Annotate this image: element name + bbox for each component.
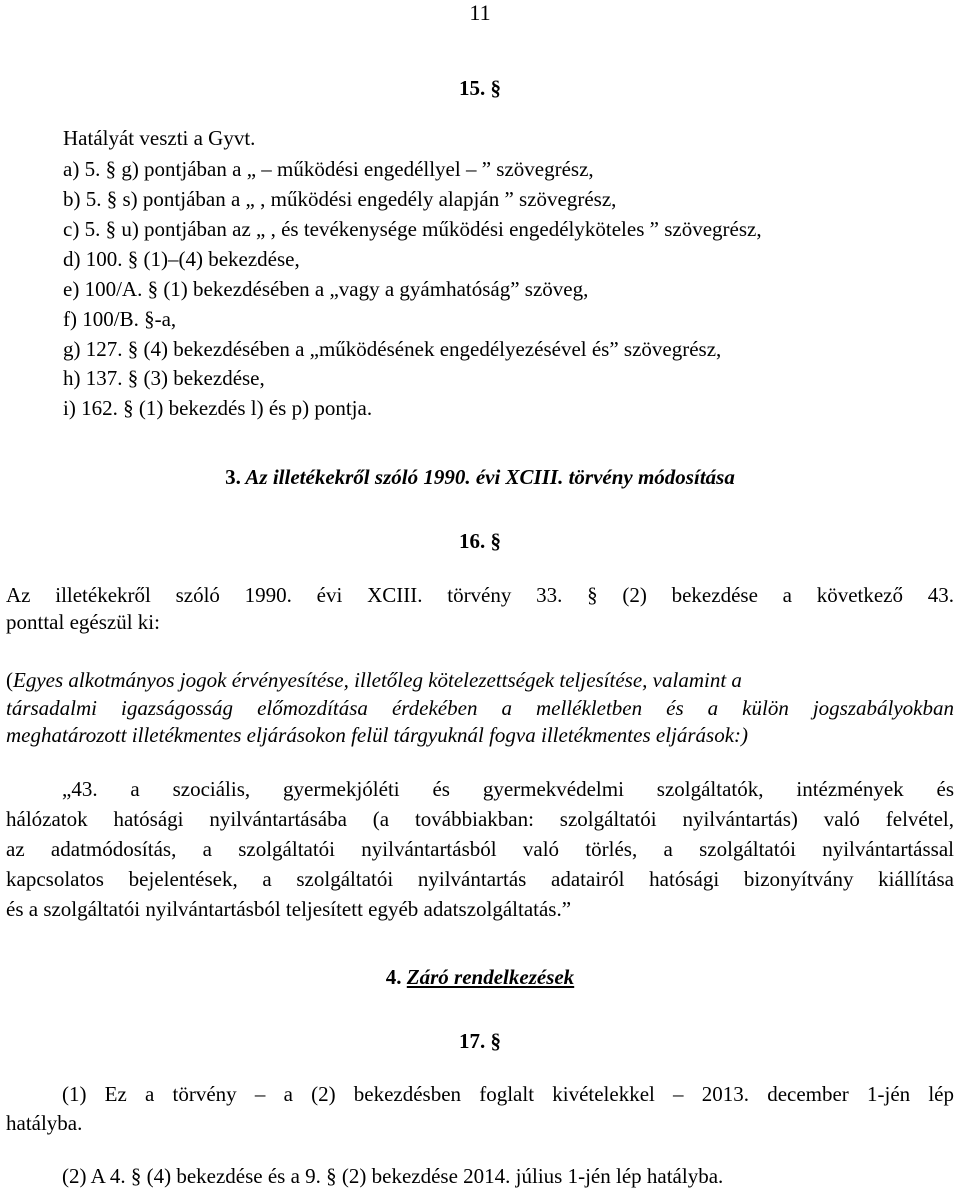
repeal-item-h: h) 137. § (3) bekezdése, [63,366,265,390]
section-16-line-2: ponttal egészül ki: [6,610,160,634]
quote-line-3: az adatmódosítás, a szolgáltatói nyilvántartásból való törlés, a szolgáltatói nyilvántartással [6,837,954,861]
section-15-intro: Hatályát veszti a Gyvt. [63,126,256,150]
italic-context-text-3: meghatározott illetékmentes eljárásokon felül tárgyuknál fogva illetékmentes eljárások: [6,723,742,747]
quote-line-5: és a szolgáltatói nyilvántartásból teljesített egyéb adatszolgáltatás.” [6,897,572,921]
repeal-item-a: a) 5. § g) pontjában a „ – működési engedéllyel – ” szövegrész, [63,157,594,181]
chapter-3-number: 3. [225,465,241,489]
section-17-para-2: (2) A 4. § (4) bekezdése és a 9. § (2) bekezdése 2014. július 1-jén lép hatályba. [62,1164,724,1188]
quote-line-2: hálózatok hatósági nyilvántartásába (a továbbiakban: szolgáltatói nyilvántartás) való felvétel, [6,807,954,831]
repeal-item-b: b) 5. § s) pontjában a „ , működési engedély alapján ” szövegrész, [63,187,617,211]
repeal-item-i: i) 162. § (1) bekezdés l) és p) pontja. [63,396,373,420]
section-16-line-1: Az illetékekről szóló 1990. évi XCIII. törvény 33. § (2) bekezdése a következő 43. [6,583,954,607]
repeal-item-g: g) 127. § (4) bekezdésében a „működésének engedélyezésével és” szövegrész, [63,337,722,361]
quote-line-1: „43. a szociális, gyermekjóléti és gyermekvédelmi szolgáltatók, intézmények és [62,777,954,801]
repeal-item-e: e) 100/A. § (1) bekezdésében a „vagy a gyámhatóság” szöveg, [63,277,589,301]
repeal-item-c: c) 5. § u) pontjában az „ , és tevékenysége működési engedélyköteles ” szövegrész, [63,217,762,241]
page-number: 11 [469,0,491,25]
chapter-4-title: Záró rendelkezések [406,965,575,989]
italic-context-line-3: meghatározott illetékmentes eljárásokon felül tárgyuknál fogva illetékmentes eljárások:) [6,723,749,747]
italic-context-line-1: (Egyes alkotmányos jogok érvényesítése, illetőleg kötelezettségek teljesítése, valamint a [6,668,742,692]
chapter-3-title: Az illetékekről szóló 1990. évi XCIII. törvény módosítása [245,465,735,489]
quote-line-4: kapcsolatos bejelentések, a szolgáltatói nyilvántartás adatairól hatósági bizonyítvány kiállítása [6,867,954,891]
italic-context-text-1: Egyes alkotmányos jogok érvényesítése, illetőleg kötelezettségek teljesítése, valamint a [13,668,742,692]
section-17-title: 17. § [459,1029,501,1053]
repeal-item-f: f) 100/B. §-a, [63,307,177,331]
chapter-4-heading [0,965,960,990]
section-17-para-1-line-1: (1) Ez a törvény – a (2) bekezdésben foglalt kivételekkel – 2013. december 1-jén lép [62,1082,954,1106]
chapter-3-heading [0,465,960,490]
section-15-title: 15. § [459,76,501,100]
chapter-4-number: 4. [385,965,402,989]
section-16-title: 16. § [459,529,501,553]
italic-context-line-2: társadalmi igazságosság előmozdítása érdekében a mellékletben és a külön jogszabályokban [6,696,954,720]
repeal-item-d: d) 100. § (1)–(4) bekezdése, [63,247,300,271]
section-17-para-1-line-2: hatályba. [6,1111,83,1135]
